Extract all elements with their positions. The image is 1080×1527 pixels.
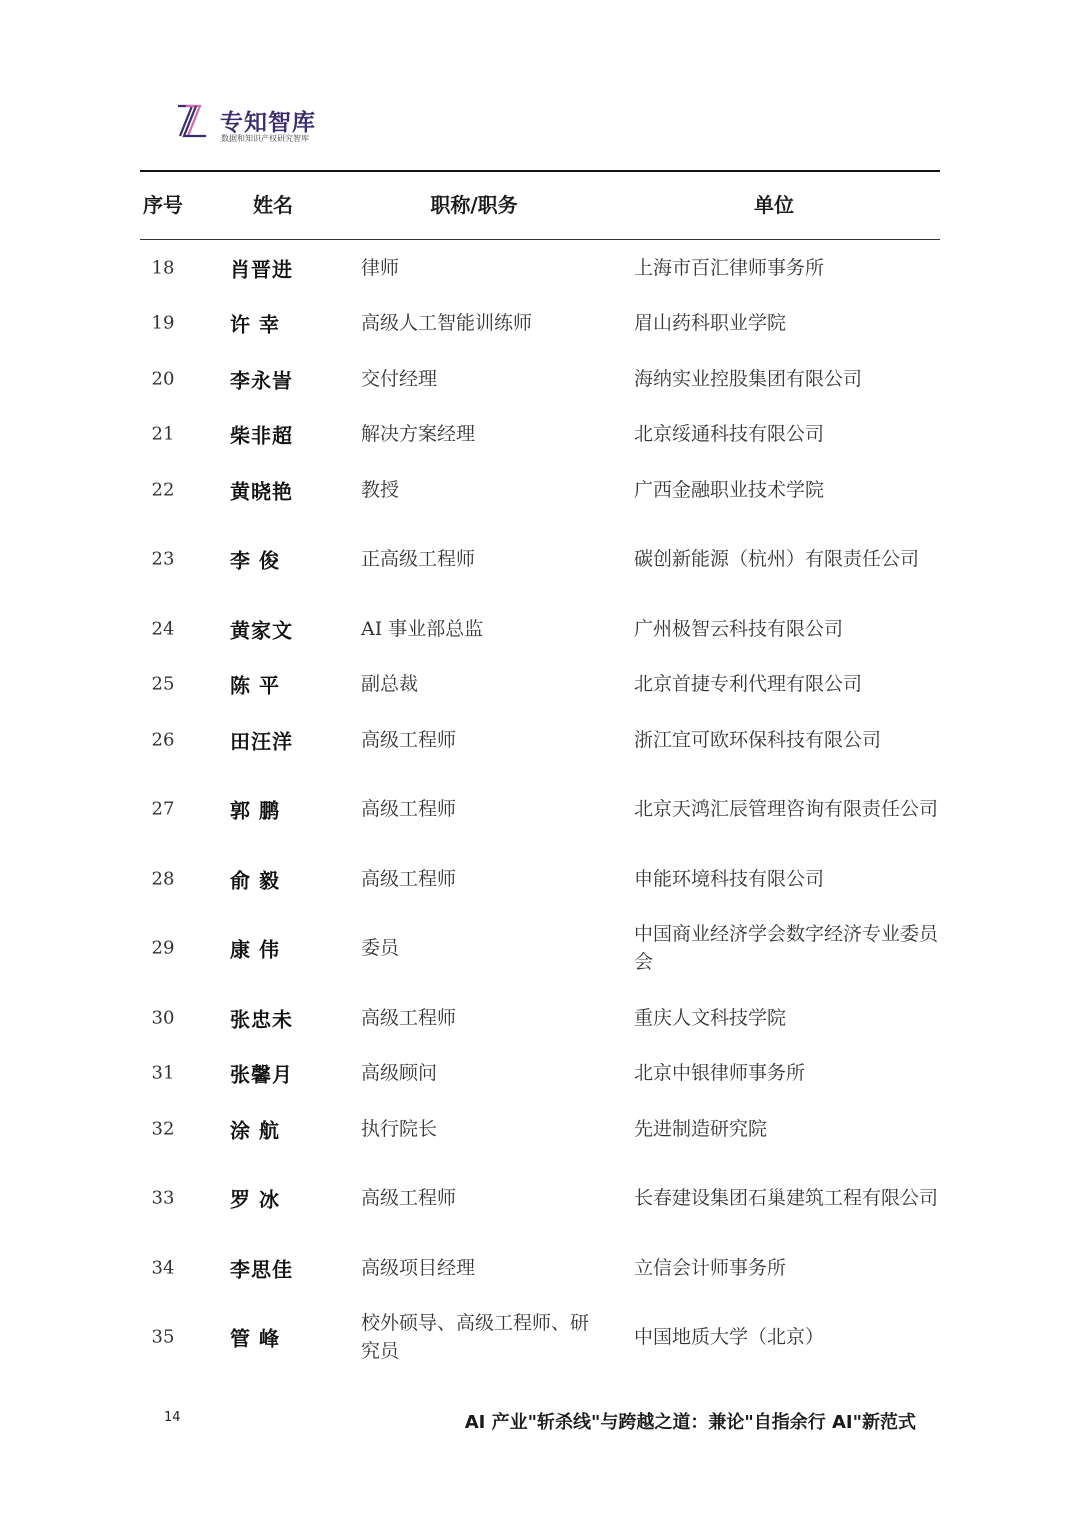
cell-title: 律师 [361,256,400,279]
cell-name: 管 峰 [230,1326,280,1351]
cell-seq: 30 [151,1007,175,1029]
cell-title: 教授 [361,478,400,501]
cell-title: 交付经理 [361,367,438,390]
cell-name: 黄家文 [230,618,293,643]
cell-title: 高级工程师 [361,1006,457,1029]
cell-seq: 31 [151,1062,175,1084]
cell-unit: 碳创新能源（杭州）有限责任公司 [634,548,920,571]
cell-seq: 27 [151,798,175,820]
cell-name: 郭 鹏 [230,798,280,823]
header-name: 姓名 [253,193,293,217]
cell-title: 高级工程师 [361,1187,457,1210]
brand-logo [176,104,376,144]
cell-unit: 广西金融职业技术学院 [634,478,825,501]
table-body [140,240,940,1379]
cell-title: 高级人工智能训练师 [361,312,533,335]
cell-seq: 32 [151,1118,175,1140]
brand-tagline: 数据和知识产权研究智库 [221,134,309,143]
page-number: 14 [164,1410,181,1425]
header-title: 职称/职务 [430,193,518,217]
cell-name: 李 俊 [230,548,280,573]
table-row [140,768,940,852]
cell-unit: 海纳实业控股集团有限公司 [634,367,863,390]
cell-title: 执行院长 [361,1117,438,1140]
cell-unit: 浙江宜可欧环保科技有限公司 [634,728,882,751]
cell-seq: 28 [151,868,175,890]
table-row [140,1046,940,1102]
table-row [140,1101,940,1157]
cell-name: 黄晓艳 [230,479,293,504]
cell-seq: 26 [151,729,175,751]
cell-name: 肖晋进 [230,257,293,282]
cell-name: 张忠未 [230,1007,293,1032]
header-seq: 序号 [143,193,183,217]
table-row [140,1157,940,1241]
cell-unit: 重庆人文科技学院 [634,1006,787,1029]
table-row [140,1240,940,1296]
cell-title: 高级项目经理 [361,1256,476,1279]
cell-seq: 34 [151,1257,175,1279]
cell-name: 陈 平 [230,673,280,698]
cell-title: AI 事业部总监 [361,617,484,640]
cell-name: 张馨月 [230,1062,293,1087]
cell-seq: 35 [151,1326,175,1348]
cell-title: 副总裁 [361,673,419,696]
cell-unit: 长春建设集团石巢建筑工程有限公司 [634,1187,939,1210]
table-row [140,851,940,907]
table-row [140,601,940,657]
table-row [140,407,940,463]
cell-seq: 20 [151,368,175,390]
cell-unit: 眉山药科职业学院 [634,312,787,335]
cell-title: 高级工程师 [361,728,457,751]
cell-title: 高级顾问 [361,1062,438,1085]
cell-name: 李思佳 [230,1257,293,1282]
cell-name: 许 幸 [230,312,280,337]
table-row [140,1296,940,1380]
cell-unit: 立信会计师事务所 [634,1256,787,1279]
table-row [140,462,940,518]
table-row [140,712,940,768]
cell-title: 正高级工程师 [361,548,476,571]
table-header [140,172,940,239]
cell-title: 委员 [361,937,400,960]
table-row [140,351,940,407]
cell-unit: 中国商业经济学会数字经济专业委员会 [634,923,939,974]
cell-seq: 33 [151,1187,175,1209]
cell-seq: 19 [151,312,175,334]
footer-title: AI 产业"斩杀线"与跨越之道：兼论"自指余行 AI"新范式 [464,1412,916,1433]
cell-name: 涂 航 [230,1118,280,1143]
cell-unit: 上海市百汇律师事务所 [634,256,825,279]
cell-name: 田汪洋 [230,729,293,754]
cell-unit: 北京天鸿汇辰管理咨询有限责任公司 [634,798,939,821]
cell-seq: 29 [151,937,175,959]
table-row [140,240,940,296]
table-row [140,990,940,1046]
cell-seq: 24 [151,618,175,640]
cell-unit: 北京中银律师事务所 [634,1062,806,1085]
cell-unit: 广州极智云科技有限公司 [634,617,844,640]
cell-name: 李永訔 [230,368,293,393]
cell-unit: 申能环境科技有限公司 [634,867,825,890]
logo-mark-icon [176,104,216,138]
cell-unit: 中国地质大学（北京） [634,1326,825,1349]
cell-unit: 北京首捷专利代理有限公司 [634,673,863,696]
brand-name: 专知智库 [220,110,316,136]
cell-seq: 18 [151,257,175,279]
cell-title: 校外硕导、高级工程师、研究员 [361,1312,590,1363]
header-unit: 单位 [754,193,794,217]
cell-seq: 25 [151,673,175,695]
cell-unit: 先进制造研究院 [634,1117,768,1140]
cell-seq: 21 [151,423,175,445]
table-row [140,518,940,602]
cell-name: 俞 毅 [230,868,280,893]
cell-unit: 北京绥通科技有限公司 [634,423,825,446]
table-row [140,657,940,713]
cell-title: 高级工程师 [361,798,457,821]
cell-name: 康 伟 [230,937,280,962]
cell-title: 解决方案经理 [361,423,476,446]
cell-name: 柴非超 [230,423,293,448]
cell-title: 高级工程师 [361,867,457,890]
cell-seq: 23 [151,548,175,570]
cell-name: 罗 冰 [230,1187,280,1212]
cell-seq: 22 [151,479,175,501]
table-row [140,296,940,352]
table-row [140,907,940,991]
